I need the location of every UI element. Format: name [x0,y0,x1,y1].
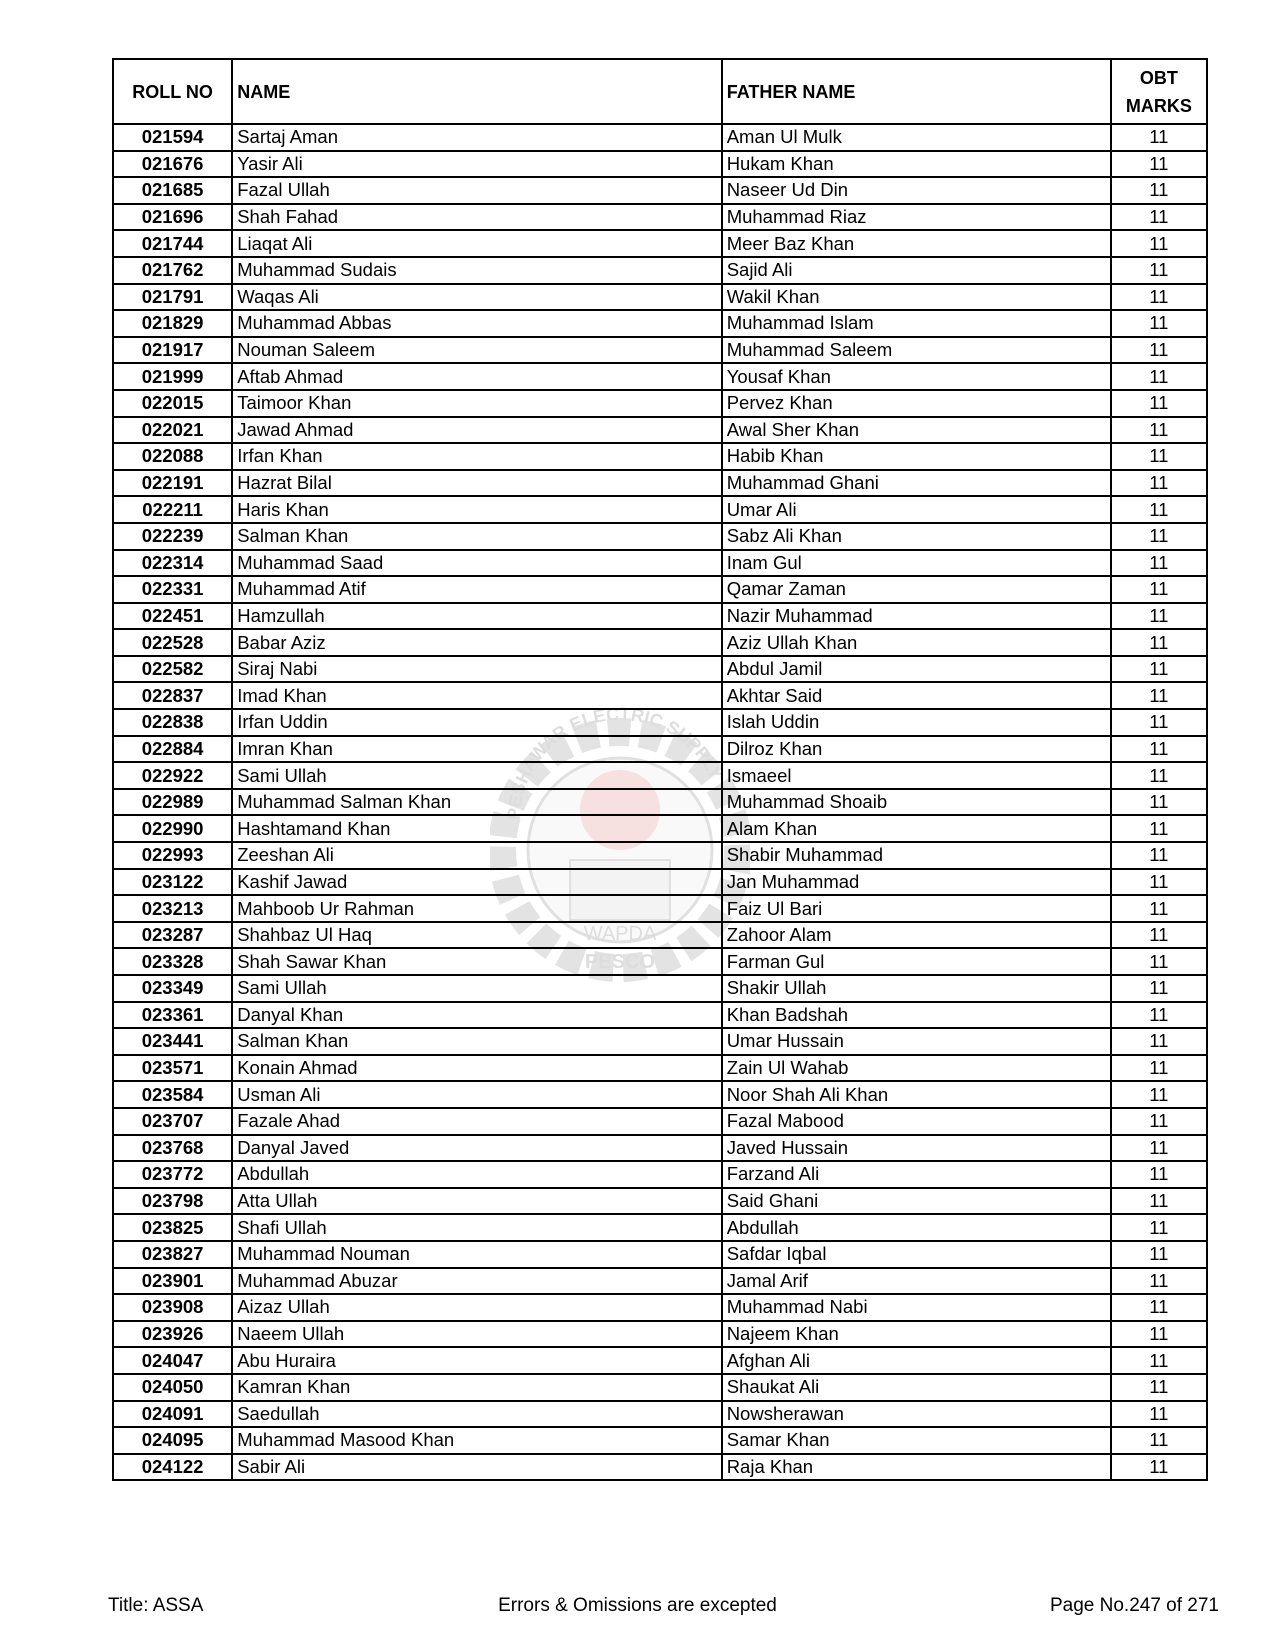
father-name-cell: Abdul Jamil [722,656,1111,683]
name-cell: Usman Ali [232,1081,721,1108]
table-row [113,789,1207,816]
roll-cell: 023926 [113,1321,232,1348]
table-row [113,496,1207,523]
father-name-cell: Noor Shah Ali Khan [722,1081,1111,1108]
father-name-cell: Yousaf Khan [722,363,1111,390]
father-name-cell: Nazir Muhammad [722,603,1111,630]
table-row [113,682,1207,709]
roll-cell: 023768 [113,1135,232,1162]
table-row [113,895,1207,922]
marks-cell: 11 [1111,1427,1207,1454]
father-name-cell: Islah Uddin [722,709,1111,736]
col-header-name: NAME [232,59,721,124]
name-cell: Hazrat Bilal [232,470,721,497]
name-cell: Shah Sawar Khan [232,948,721,975]
marks-cell: 11 [1111,151,1207,178]
table-row [113,922,1207,949]
name-cell: Irfan Khan [232,443,721,470]
marks-cell: 11 [1111,709,1207,736]
father-name-cell: Nowsherawan [722,1401,1111,1428]
name-cell: Shahbaz Ul Haq [232,922,721,949]
roll-cell: 022989 [113,789,232,816]
roll-cell: 023213 [113,895,232,922]
table-row [113,576,1207,603]
table-row [113,948,1207,975]
roll-cell: 023571 [113,1055,232,1082]
roll-cell: 022314 [113,550,232,577]
roll-cell: 022021 [113,417,232,444]
name-cell: Yasir Ali [232,151,721,178]
roll-cell: 023908 [113,1294,232,1321]
name-cell: Konain Ahmad [232,1055,721,1082]
marks-cell: 11 [1111,470,1207,497]
roll-cell: 023328 [113,948,232,975]
col-header-father-name: FATHER NAME [722,59,1111,124]
father-name-cell: Raja Khan [722,1454,1111,1481]
name-cell: Liaqat Ali [232,230,721,257]
roll-cell: 022922 [113,762,232,789]
roll-cell: 021676 [113,151,232,178]
marks-cell: 11 [1111,656,1207,683]
table-row [113,1108,1207,1135]
roll-cell: 021744 [113,230,232,257]
table-row [113,1161,1207,1188]
table-row [113,124,1207,151]
roll-cell: 021594 [113,124,232,151]
footer-page-number: Page No.247 of 271 [1049,1595,1219,1616]
father-name-cell: Hukam Khan [722,151,1111,178]
name-cell: Nouman Saleem [232,337,721,364]
table-row [113,550,1207,577]
roll-cell: 023707 [113,1108,232,1135]
roll-cell: 022191 [113,470,232,497]
father-name-cell: Sabz Ali Khan [722,523,1111,550]
table-row [113,1214,1207,1241]
marks-cell: 11 [1111,895,1207,922]
watermark-label-pesco: PESCO [584,951,656,973]
table-row [113,257,1207,284]
father-name-cell: Safdar Iqbal [722,1241,1111,1268]
table-row [113,1268,1207,1295]
father-name-cell: Akhtar Said [722,682,1111,709]
marks-cell: 11 [1111,417,1207,444]
table-row [113,443,1207,470]
table-row [113,1294,1207,1321]
roll-cell: 022331 [113,576,232,603]
marks-cell: 11 [1111,789,1207,816]
father-name-cell: Umar Ali [722,496,1111,523]
father-name-cell: Shaukat Ali [722,1374,1111,1401]
name-cell: Muhammad Masood Khan [232,1427,721,1454]
father-name-cell: Alam Khan [722,815,1111,842]
father-name-cell: Muhammad Islam [722,310,1111,337]
name-cell: Babar Aziz [232,629,721,656]
marks-cell: 11 [1111,1347,1207,1374]
name-cell: Irfan Uddin [232,709,721,736]
father-name-cell: Samar Khan [722,1427,1111,1454]
table-row [113,230,1207,257]
roll-cell: 021917 [113,337,232,364]
name-cell: Aftab Ahmad [232,363,721,390]
roll-cell: 022582 [113,656,232,683]
father-name-cell: Wakil Khan [722,284,1111,311]
father-name-cell: Umar Hussain [722,1028,1111,1055]
table-row [113,1427,1207,1454]
marks-cell: 11 [1111,1268,1207,1295]
marks-cell: 11 [1111,1214,1207,1241]
father-name-cell: Farzand Ali [722,1161,1111,1188]
father-name-cell: Qamar Zaman [722,576,1111,603]
roll-cell: 022838 [113,709,232,736]
table-row [113,1028,1207,1055]
name-cell: Zeeshan Ali [232,842,721,869]
name-cell: Abdullah [232,1161,721,1188]
marks-cell: 11 [1111,550,1207,577]
marks-cell: 11 [1111,124,1207,151]
name-cell: Muhammad Abuzar [232,1268,721,1295]
marks-cell: 11 [1111,922,1207,949]
father-name-cell: Meer Baz Khan [722,230,1111,257]
name-cell: Jawad Ahmad [232,417,721,444]
roll-cell: 023798 [113,1188,232,1215]
footer-note: Errors & Omissions are excepted [498,1595,777,1616]
roll-cell: 023772 [113,1161,232,1188]
roll-cell: 023825 [113,1214,232,1241]
table-row [113,842,1207,869]
father-name-cell: Muhammad Shoaib [722,789,1111,816]
roll-cell: 024050 [113,1374,232,1401]
name-cell: Imad Khan [232,682,721,709]
marks-cell: 11 [1111,337,1207,364]
father-name-cell: Abdullah [722,1214,1111,1241]
marks-cell: 11 [1111,1454,1207,1481]
roll-cell: 022528 [113,629,232,656]
marks-cell: 11 [1111,1108,1207,1135]
table-row [113,709,1207,736]
name-cell: Fazal Ullah [232,177,721,204]
name-cell: Atta Ullah [232,1188,721,1215]
name-cell: Muhammad Abbas [232,310,721,337]
marks-cell: 11 [1111,363,1207,390]
name-cell: Imran Khan [232,736,721,763]
marks-cell: 11 [1111,1002,1207,1029]
table-row [113,762,1207,789]
table-row [113,1081,1207,1108]
father-name-cell: Muhammad Riaz [722,204,1111,231]
roll-cell: 022239 [113,523,232,550]
roll-cell: 024091 [113,1401,232,1428]
father-name-cell: Javed Hussain [722,1135,1111,1162]
marks-cell: 11 [1111,1241,1207,1268]
results-table [112,58,1208,1481]
father-name-cell: Jan Muhammad [722,869,1111,896]
father-name-cell: Dilroz Khan [722,736,1111,763]
name-cell: Aizaz Ullah [232,1294,721,1321]
roll-cell: 021762 [113,257,232,284]
table-row [113,975,1207,1002]
table-row [113,603,1207,630]
father-name-cell: Naseer Ud Din [722,177,1111,204]
roll-cell: 022993 [113,842,232,869]
table-row [113,337,1207,364]
table-row [113,204,1207,231]
marks-cell: 11 [1111,1374,1207,1401]
marks-cell: 11 [1111,1028,1207,1055]
marks-cell: 11 [1111,443,1207,470]
father-name-cell: Zain Ul Wahab [722,1055,1111,1082]
table-row [113,284,1207,311]
name-cell: Sartaj Aman [232,124,721,151]
father-name-cell: Fazal Mabood [722,1108,1111,1135]
roll-cell: 022884 [113,736,232,763]
table-row [113,310,1207,337]
marks-cell: 11 [1111,603,1207,630]
marks-cell: 11 [1111,230,1207,257]
name-cell: Siraj Nabi [232,656,721,683]
father-name-cell: Inam Gul [722,550,1111,577]
name-cell: Naeem Ullah [232,1321,721,1348]
roll-cell: 022451 [113,603,232,630]
father-name-cell: Muhammad Ghani [722,470,1111,497]
marks-cell: 11 [1111,1401,1207,1428]
col-header-obt-marks [1111,59,1207,124]
marks-cell: 11 [1111,736,1207,763]
father-name-cell: Habib Khan [722,443,1111,470]
table-row [113,1055,1207,1082]
name-cell: Salman Khan [232,523,721,550]
marks-cell: 11 [1111,1161,1207,1188]
marks-cell: 11 [1111,869,1207,896]
roll-cell: 023584 [113,1081,232,1108]
name-cell: Kamran Khan [232,1374,721,1401]
roll-cell: 021696 [113,204,232,231]
roll-cell: 022088 [113,443,232,470]
name-cell: Danyal Javed [232,1135,721,1162]
table-row [113,177,1207,204]
roll-cell: 024047 [113,1347,232,1374]
father-name-cell: Muhammad Saleem [722,337,1111,364]
father-name-cell: Afghan Ali [722,1347,1111,1374]
marks-cell: 11 [1111,310,1207,337]
roll-cell: 023287 [113,922,232,949]
name-cell: Abu Huraira [232,1347,721,1374]
name-cell: Muhammad Saad [232,550,721,577]
name-cell: Muhammad Atif [232,576,721,603]
marks-cell: 11 [1111,523,1207,550]
name-cell: Muhammad Sudais [232,257,721,284]
marks-cell: 11 [1111,1055,1207,1082]
name-cell: Waqas Ali [232,284,721,311]
father-name-cell: Zahoor Alam [722,922,1111,949]
marks-cell: 11 [1111,682,1207,709]
table-row [113,417,1207,444]
table-row [113,1241,1207,1268]
name-cell: Muhammad Nouman [232,1241,721,1268]
marks-cell: 11 [1111,177,1207,204]
roll-cell: 023349 [113,975,232,1002]
table-row [113,869,1207,896]
table-row [113,1374,1207,1401]
table-row [113,1188,1207,1215]
roll-cell: 021685 [113,177,232,204]
roll-cell: 022837 [113,682,232,709]
col-header-obt: OBT [1139,67,1178,88]
father-name-cell: Pervez Khan [722,390,1111,417]
marks-cell: 11 [1111,842,1207,869]
roll-cell: 022211 [113,496,232,523]
roll-cell: 024095 [113,1427,232,1454]
name-cell: Sabir Ali [232,1454,721,1481]
table-row [113,815,1207,842]
table-row [113,736,1207,763]
table-row [113,151,1207,178]
col-header-roll-no: ROLL NO [113,59,232,124]
footer-title: Title: ASSA [108,1595,204,1616]
table-row [113,1401,1207,1428]
table-row [113,1002,1207,1029]
name-cell: Shah Fahad [232,204,721,231]
father-name-cell: Muhammad Nabi [722,1294,1111,1321]
table-row [113,629,1207,656]
watermark-label-wapda: WAPDA [583,923,657,945]
marks-cell: 11 [1111,284,1207,311]
roll-cell: 021999 [113,363,232,390]
marks-cell: 11 [1111,1188,1207,1215]
table-row [113,1135,1207,1162]
father-name-cell: Khan Badshah [722,1002,1111,1029]
marks-cell: 11 [1111,257,1207,284]
roll-cell: 023361 [113,1002,232,1029]
marks-cell: 11 [1111,948,1207,975]
table-row [113,363,1207,390]
father-name-cell: Said Ghani [722,1188,1111,1215]
name-cell: Salman Khan [232,1028,721,1055]
marks-cell: 11 [1111,815,1207,842]
marks-cell: 11 [1111,629,1207,656]
table-row [113,470,1207,497]
father-name-cell: Aman Ul Mulk [722,124,1111,151]
marks-cell: 11 [1111,762,1207,789]
marks-cell: 11 [1111,204,1207,231]
father-name-cell: Shabir Muhammad [722,842,1111,869]
name-cell: Saedullah [232,1401,721,1428]
name-cell: Hashtamand Khan [232,815,721,842]
father-name-cell: Awal Sher Khan [722,417,1111,444]
roll-cell: 024122 [113,1454,232,1481]
table-row [113,1347,1207,1374]
marks-cell: 11 [1111,975,1207,1002]
name-cell: Kashif Jawad [232,869,721,896]
roll-cell: 021791 [113,284,232,311]
father-name-cell: Faiz Ul Bari [722,895,1111,922]
marks-cell: 11 [1111,496,1207,523]
table-row [113,523,1207,550]
roll-cell: 022015 [113,390,232,417]
header-row [113,59,1207,124]
name-cell: Hamzullah [232,603,721,630]
name-cell: Muhammad Salman Khan [232,789,721,816]
col-header-marks: MARKS [1125,95,1192,116]
roll-cell: 023901 [113,1268,232,1295]
father-name-cell: Shakir Ullah [722,975,1111,1002]
watermark-arc-text: PESHAWAR ELECTRIC SUPPLY [503,703,727,821]
roll-cell: 021829 [113,310,232,337]
father-name-cell: Ismaeel [722,762,1111,789]
table-row [113,390,1207,417]
roll-cell: 023122 [113,869,232,896]
marks-cell: 11 [1111,576,1207,603]
name-cell: Taimoor Khan [232,390,721,417]
father-name-cell: Sajid Ali [722,257,1111,284]
roll-cell: 022990 [113,815,232,842]
father-name-cell: Aziz Ullah Khan [722,629,1111,656]
name-cell: Sami Ullah [232,975,721,1002]
roll-cell: 023441 [113,1028,232,1055]
name-cell: Mahboob Ur Rahman [232,895,721,922]
father-name-cell: Jamal Arif [722,1268,1111,1295]
results-body [113,124,1207,1480]
table-row [113,1454,1207,1481]
name-cell: Sami Ullah [232,762,721,789]
marks-cell: 11 [1111,1321,1207,1348]
roll-cell: 023827 [113,1241,232,1268]
marks-cell: 11 [1111,1294,1207,1321]
name-cell: Fazale Ahad [232,1108,721,1135]
marks-cell: 11 [1111,1081,1207,1108]
name-cell: Shafi Ullah [232,1214,721,1241]
father-name-cell: Farman Gul [722,948,1111,975]
father-name-cell: Najeem Khan [722,1321,1111,1348]
table-row [113,656,1207,683]
marks-cell: 11 [1111,390,1207,417]
name-cell: Haris Khan [232,496,721,523]
marks-cell: 11 [1111,1135,1207,1162]
table-row [113,1321,1207,1348]
name-cell: Danyal Khan [232,1002,721,1029]
